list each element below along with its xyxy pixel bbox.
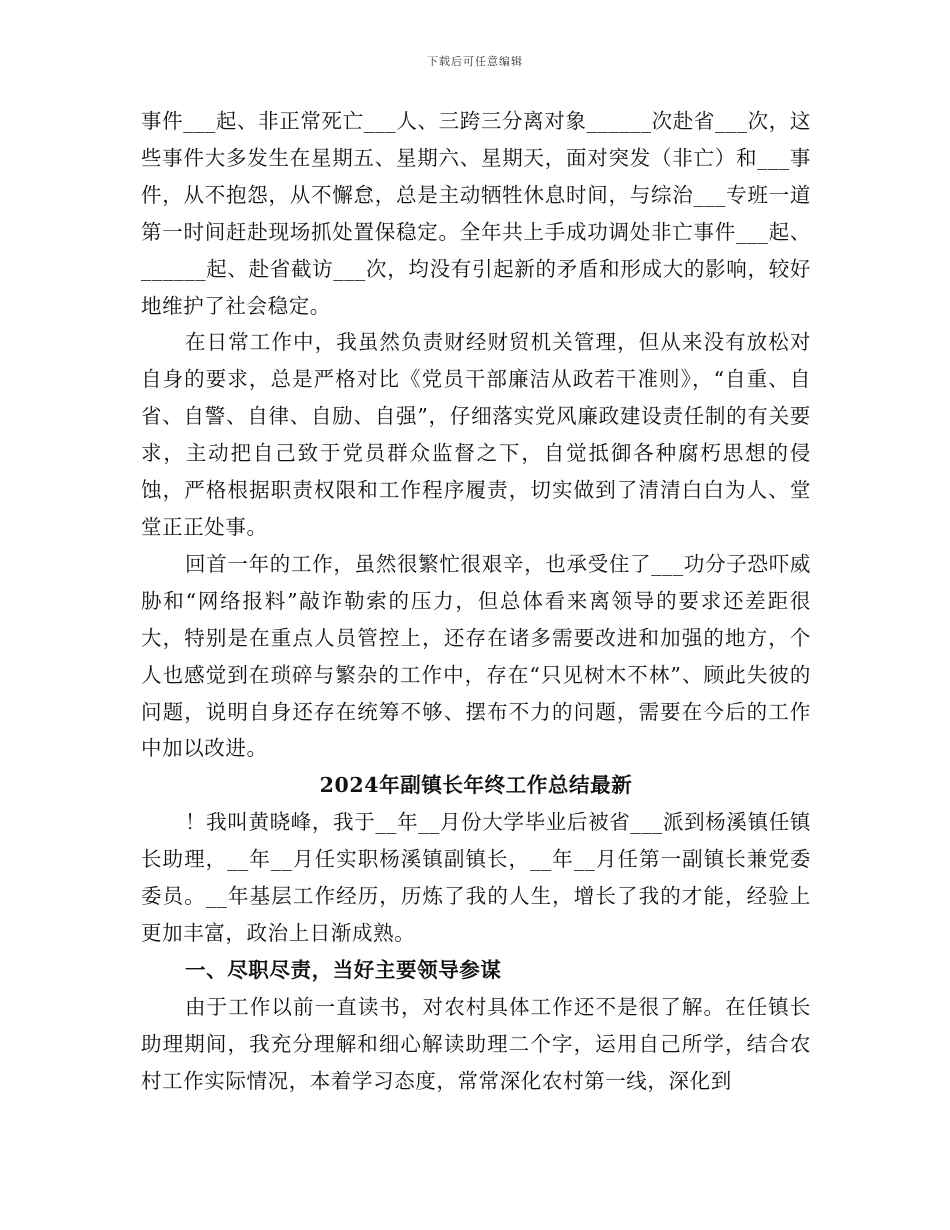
document-title: 2024年副镇长年终工作总结最新 bbox=[319, 773, 633, 798]
paragraph-4: ！我叫黄晓峰，我于__年__月份大学毕业后被省___派到杨溪镇任镇长助理，__年__月任实职杨溪镇副镇长，__年__月任第一副镇长兼党委委员。__年基层工作经历，历炼了我的人生，增长了我的才能，经验上更加丰富，政治上日渐成熟。 bbox=[141, 810, 811, 945]
document-body bbox=[141, 103, 811, 1099]
paragraph-1: 事件___起、非正常死亡___人、三跨三分离对象______次赴省___次，这些事件大多发生在星期五、星期六、星期天，面对突发（非亡）和___事件，从不抱怨，从不懈怠，总是主动牺牲休息时间，与综治___专班一道第一时间赶赴现场抓处置保稳定。全年共上手成功调处非亡事件___起、______起、赴省截访___次，均没有引起新的矛盾和形成大的影响，较好地维护了社会稳定。 bbox=[141, 109, 811, 318]
page-header-note: 下载后可任意编辑 bbox=[427, 55, 523, 68]
paragraph-3: 回首一年的工作，虽然很繁忙很艰辛，也承受住了___功分子恐吓威胁和“网络报料”敲诈勒索的压力，但总体看来离领导的要求还差距很大，特别是在重点人员管控上，还存在诸多需要改进和加强的地方，个人也感觉到在琐碎与繁杂的工作中，存在“只见树木不林”、顾此失彼的问题，说明自身还存在统筹不够、摆布不力的问题，需要在今后的工作中加以改进。 bbox=[141, 551, 811, 761]
paragraph-5: 由于工作以前一直读书，对农村具体工作还不是很了解。在任镇长助理期间，我充分理解和细心解读助理二个字，运用自己所学，结合农村工作实际情况，本着学习态度，常常深化农村第一线，深化到 bbox=[141, 994, 811, 1093]
paragraph-2: 在日常工作中，我虽然负责财经财贸机关管理，但从来没有放松对自身的要求，总是严格对比《党员干部廉洁从政若干准则》，“自重、自省、自警、自律、自励、自强”，仔细落实党风廉政建设责任制的有关要求，主动把自己致于党员群众监督之下，自觉抵御各种腐朽思想的侵蚀，严格根据职责权限和工作程序履责，切实做到了清清白白为人、堂堂正正处事。 bbox=[141, 330, 811, 539]
section-heading-1: 一、尽职尽责，当好主要领导参谋 bbox=[185, 957, 502, 982]
